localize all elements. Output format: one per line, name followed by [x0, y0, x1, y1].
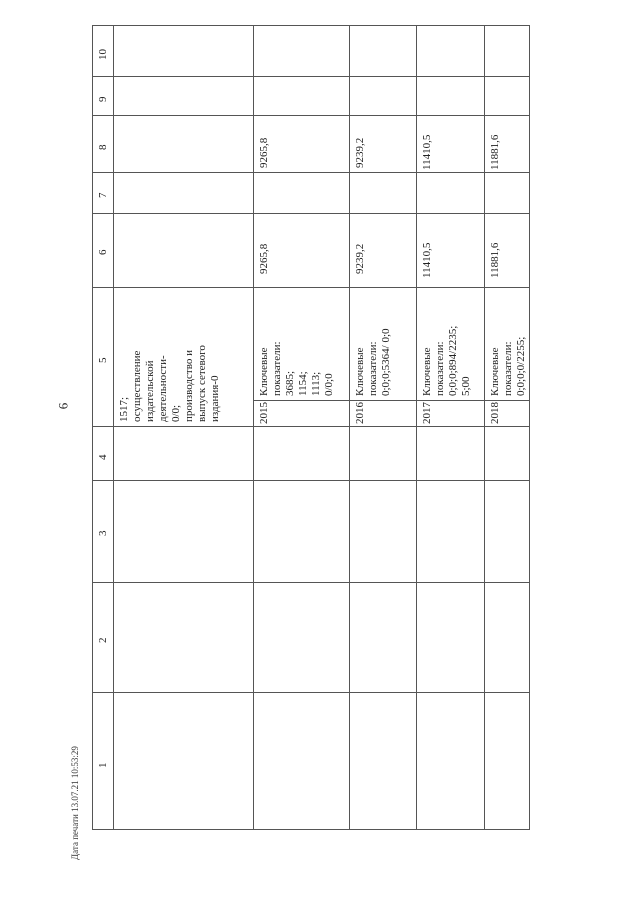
year-2018: 2018 [489, 402, 501, 424]
text-line: 0;0;0;0/2255; [515, 336, 527, 396]
page-number: 6 [55, 402, 71, 410]
year-2016: 2016 [354, 402, 366, 424]
text-line: деятельности- [157, 355, 169, 422]
column-divider-7-8 [92, 172, 530, 173]
text-line: 5;00 [460, 376, 472, 396]
indicators-2015 [258, 341, 336, 396]
column-header-3: 3 [97, 530, 109, 536]
text-line: показатели: [271, 341, 283, 396]
text-line: показатели: [434, 341, 446, 396]
text-line: 1154; [297, 371, 309, 396]
indicators-2017 [421, 326, 473, 396]
column-header-9: 9 [97, 96, 109, 102]
text-line: Ключевые [421, 347, 433, 396]
column-header-5: 5 [97, 357, 109, 363]
year-subcolumn-divider [253, 400, 530, 401]
column-divider-6-7 [92, 213, 530, 214]
value-col8-2015: 9265,8 [258, 137, 270, 168]
row-divider-4 [484, 25, 485, 830]
text-line: показатели: [367, 341, 379, 396]
column-header-4: 4 [97, 454, 109, 460]
print-date: Дата печати 13.07.21 10:53:29 [70, 746, 80, 860]
column-divider-2-3 [92, 582, 530, 583]
column-header-8: 8 [97, 144, 109, 150]
column-header-6: 6 [97, 249, 109, 255]
row-divider-1 [253, 25, 254, 830]
indicators-2016 [354, 328, 393, 396]
text-line: показатели: [502, 341, 514, 396]
column-divider-8-9 [92, 115, 530, 116]
column-divider-4-5 [92, 426, 530, 427]
table-border-bottom [92, 829, 530, 830]
column-divider-9-10 [92, 76, 530, 77]
header-row-divider [113, 25, 114, 830]
value-col8-2017: 11410,5 [421, 134, 433, 170]
column-divider-5-6 [92, 287, 530, 288]
year-2015: 2015 [258, 402, 270, 424]
column-header-7: 7 [97, 192, 109, 198]
text-line: 0/0;0 [323, 373, 335, 396]
text-line: Ключевые [258, 347, 270, 396]
activity-description [118, 345, 222, 422]
row-divider-2 [349, 25, 350, 830]
table-border-left [92, 25, 93, 830]
text-line: 1113; [310, 371, 322, 396]
column-header-1: 1 [97, 762, 109, 768]
row-divider-3 [416, 25, 417, 830]
column-header-2: 2 [97, 637, 109, 643]
table-border-right [529, 25, 530, 830]
value-col6-2015: 9265,8 [258, 243, 270, 274]
indicators-2018 [489, 337, 528, 396]
text-line: Ключевые [489, 347, 501, 396]
text-line: осуществление [131, 350, 143, 422]
text-line: производство и [183, 350, 195, 422]
value-col6-2018: 11881,6 [489, 242, 501, 278]
text-line: 0;0;0;5364/ 0;0 [380, 328, 392, 396]
year-2017: 2017 [421, 402, 433, 424]
text-line: 0/0; [170, 404, 182, 422]
text-line: 0;0;0;894/2235; [447, 325, 459, 396]
column-divider-1-2 [92, 692, 530, 693]
table-border-top [92, 25, 530, 26]
text-line: 3685; [284, 370, 296, 396]
value-col6-2017: 11410,5 [421, 242, 433, 278]
text-line: издания-0 [209, 375, 221, 422]
column-header-10: 10 [97, 49, 109, 60]
text-line: 1517; [118, 396, 130, 422]
text-line: выпуск сетевого [196, 345, 208, 422]
value-col8-2018: 11881,6 [489, 134, 501, 170]
value-col8-2016: 9239,2 [354, 137, 366, 168]
text-line: Ключевые [354, 347, 366, 396]
value-col6-2016: 9239,2 [354, 243, 366, 274]
column-divider-3-4 [92, 480, 530, 481]
text-line: издательской [144, 360, 156, 422]
